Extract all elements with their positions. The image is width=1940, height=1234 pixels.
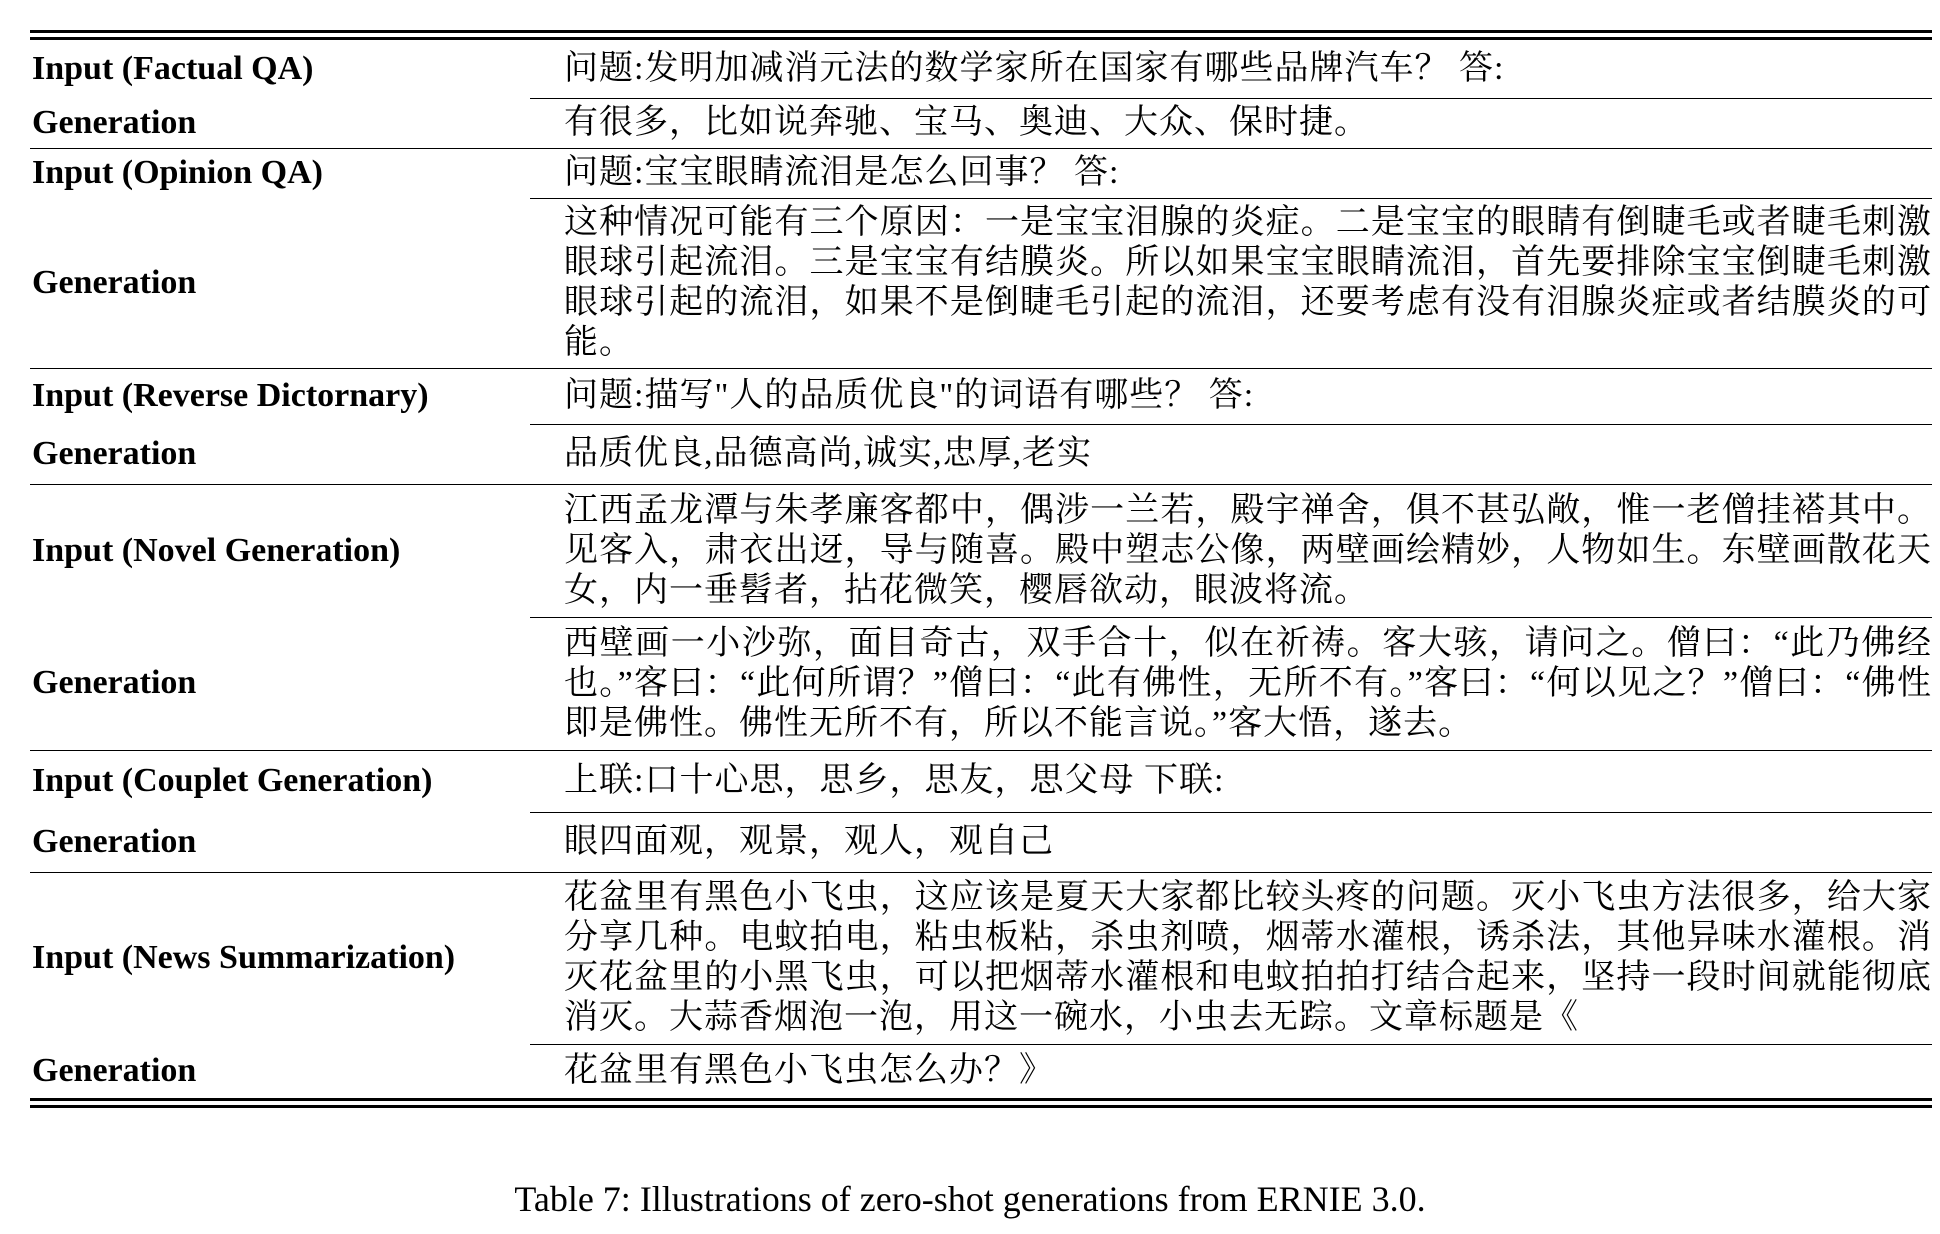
row-label: Generation: [32, 263, 197, 301]
row-text: 眼四面观，观景，观人，观自己: [530, 812, 1932, 872]
row-text: 花盆里有黑色小飞虫，这应该是夏天大家都比较头疼的问题。灭小飞虫方法很多，给大家分享几种。电蚊拍电，粘虫板粘，杀虫剂喷，烟蒂水灌根，诱杀法，其他异味水灌根。消灭花盆里的小黑飞虫，可以把烟蒂水灌根和电蚊拍拍打结合起来，坚持一段时间就能彻底消灭。大蒜香烟泡一泡，用这一碗水，小虫去无踪。文章标题是《: [530, 872, 1932, 1044]
table-row: [30, 750, 1932, 812]
row-text: 花盆里有黑色小飞虫怎么办？》: [530, 1044, 1932, 1098]
row-text: 上联:口十心思，思乡，思友，思父母 下联:: [530, 750, 1932, 812]
bottom-rule: [30, 1105, 1932, 1108]
row-text: 问题:宝宝眼睛流泪是怎么回事？ 答:: [530, 148, 1932, 198]
table-row: [30, 424, 1932, 484]
table-row: [30, 617, 1932, 750]
table-row: [30, 198, 1932, 368]
row-label: Generation: [32, 103, 197, 141]
table-container: [30, 30, 1932, 1108]
table-row: [30, 98, 1932, 148]
table-caption: Table 7: Illustrations of zero-shot generations from ERNIE 3.0.: [514, 1179, 1426, 1219]
table-row: [30, 148, 1932, 198]
row-text: 有很多，比如说奔驰、宝马、奥迪、大众、保时捷。: [530, 98, 1932, 148]
row-text: 问题:发明加减消元法的数学家所在国家有哪些品牌汽车？ 答:: [564, 49, 1505, 87]
table-row: [30, 40, 1932, 98]
row-text: 问题:描写"人的品质优良"的词语有哪些？ 答:: [530, 368, 1932, 424]
row-label: Input (Novel Generation): [30, 484, 530, 617]
row-label: Input (Factual QA): [32, 50, 314, 87]
table-row: [30, 484, 1932, 617]
row-label: Input (Opinion QA): [30, 148, 530, 198]
row-label: Generation: [32, 1052, 197, 1089]
table-row: [30, 872, 1932, 1044]
table-row: [30, 812, 1932, 872]
row-text: 这种情况可能有三个原因：一是宝宝泪腺的炎症。二是宝宝的眼睛有倒睫毛或者睫毛刺激眼球引起流泪。三是宝宝有结膜炎。所以如果宝宝眼睛流泪，首先要排除宝宝倒睫毛刺激眼球引起的流泪，如果不是倒睫毛引起的流泪，还要考虑有没有泪腺炎症或者结膜炎的可能。: [530, 198, 1932, 368]
row-label: Generation: [32, 822, 197, 860]
row-label: Input (Reverse Dictornary): [30, 368, 530, 424]
row-text: 品质优良,品德高尚,诚实,忠厚,老实: [530, 424, 1932, 484]
row-text: 西壁画一小沙弥，面目奇古，双手合十，似在祈祷。客大骇，请问之。僧曰：“此乃佛经也。”客曰：“此何所谓？”僧曰：“此有佛性，无所不有。”客曰：“何以见之？”僧曰：“佛性即是佛性。佛性无所不有，所以不能言说。”客大悟，遂去。: [530, 617, 1932, 750]
row-label: Input (News Summarization): [30, 872, 530, 1044]
row-label: Input (Couplet Generation): [30, 750, 530, 812]
table-row: [30, 368, 1932, 424]
row-text: 江西孟龙潭与朱孝廉客都中，偶涉一兰若，殿宇禅舍，俱不甚弘敞，惟一老僧挂褡其中。见客入，肃衣出迓，导与随喜。殿中塑志公像，两壁画绘精妙，人物如生。东壁画散花天女，内一垂髫者，拈花微笑，樱唇欲动，眼波将流。: [530, 484, 1932, 617]
table-row: [30, 1044, 1932, 1098]
row-label: Generation: [32, 434, 197, 472]
row-label: Generation: [32, 664, 197, 702]
generation-table: [30, 40, 1932, 1098]
